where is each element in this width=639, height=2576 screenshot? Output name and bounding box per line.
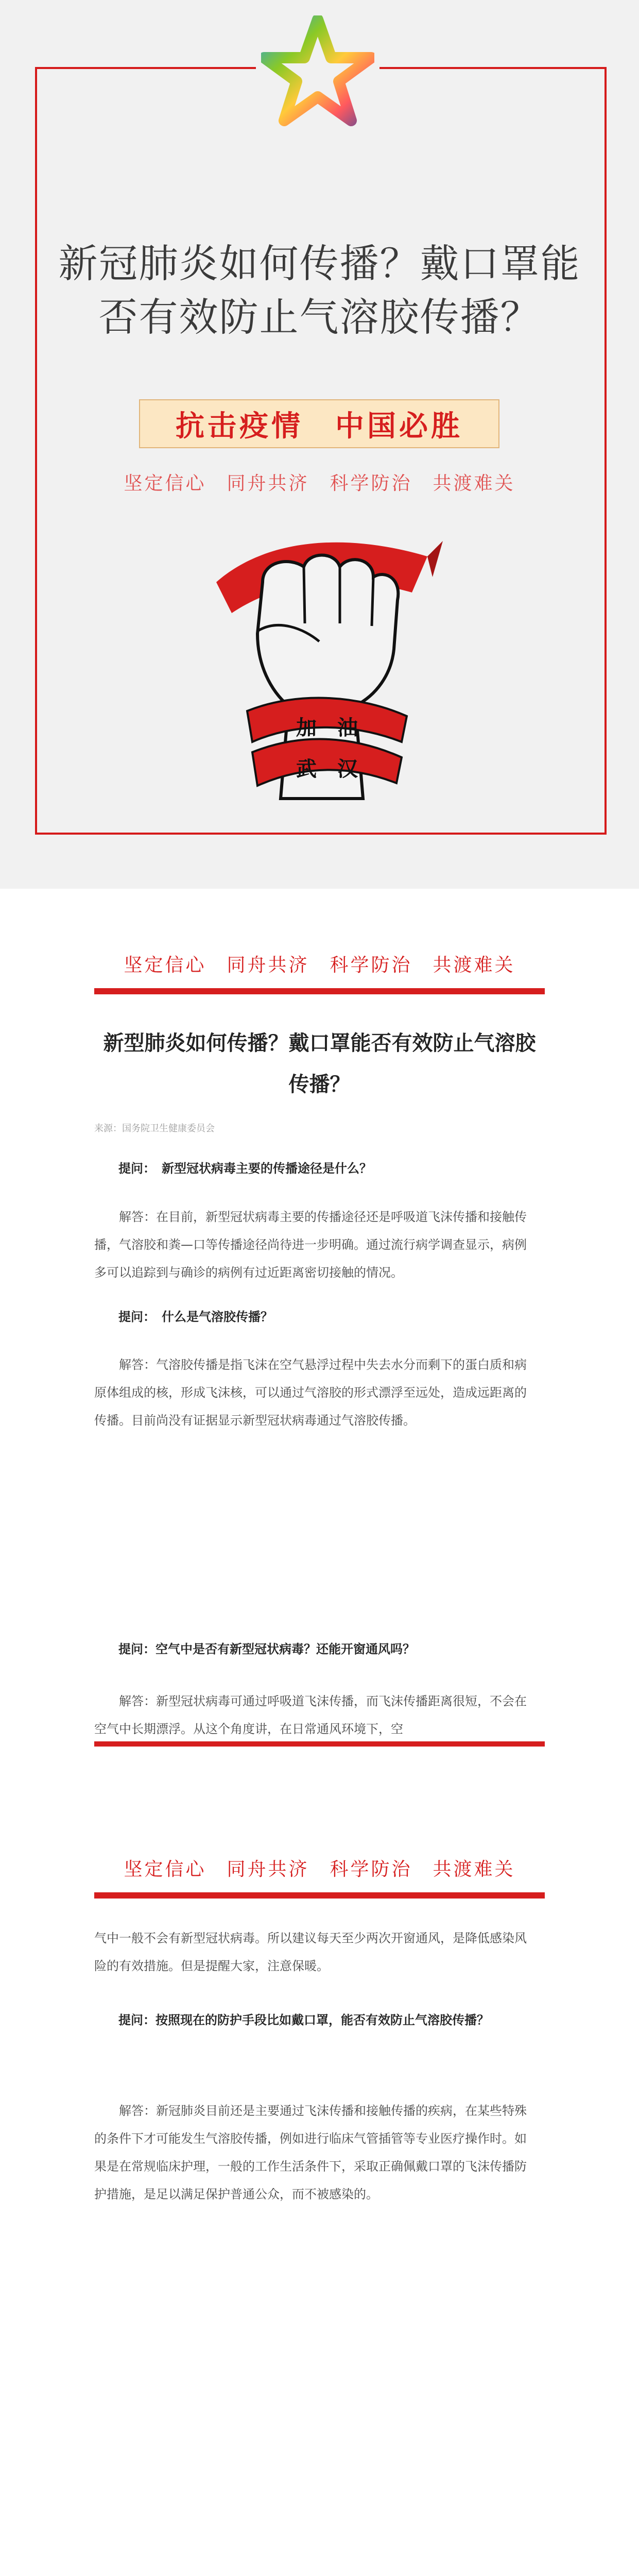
rainbow-star-icon: [256, 10, 379, 134]
section1-top-bar: [94, 988, 545, 994]
section2-slogan: 坚定信心 同舟共济 科学防治 共渡难关: [124, 1859, 515, 1880]
cover-banner: [139, 399, 499, 448]
cover: [0, 0, 639, 889]
section1-bottom-bar: [94, 1741, 545, 1747]
section1-slogan: 坚定信心 同舟共济 科学防治 共渡难关: [124, 955, 515, 976]
cover-title: 新冠肺炎如何传播？戴口罩能否有效防止气溶胶传播？: [58, 241, 581, 340]
answer-4: 解答：新冠肺炎目前还是主要通过飞沫传播和接触传播的疾病，在某些特殊的条件下才可能发生气溶胶传播，例如进行临床气管插管等专业医疗操作时。如果是在常规临床护理，一般的工作生活条件下，采取正确佩戴口罩的飞沫传播防护措施，是足以满足保护普通公众，而不被感染的。: [94, 2104, 527, 2201]
cover-slogan: 坚定信心 同舟共济 科学防治 共渡难关: [124, 473, 515, 494]
answer-2: 解答：气溶胶传播是指飞沫在空气悬浮过程中失去水分而剩下的蛋白质和病原体组成的核，形成飞沫核，可以通过气溶胶的形式漂浮至远处，造成远距离的传播。目前尚没有证据显示新型冠状病毒通过气溶胶传播。: [94, 1358, 527, 1428]
answer-3-continued: 气中一般不会有新型冠状病毒。所以建议每天至少两次开窗通风，是降低感染风险的有效措施。但是提醒大家，注意保暖。: [94, 1931, 527, 1973]
question-1: 提问： 新型冠状病毒主要的传播途径是什么？: [118, 1161, 372, 1176]
question-3: 提问：空气中是否有新型冠状病毒？还能开窗通风吗？: [118, 1642, 415, 1656]
question-2: 提问： 什么是气溶胶传播？: [118, 1310, 273, 1324]
fist-illustration: [185, 510, 453, 809]
article-title: 新型肺炎如何传播？戴口罩能否有效防止气溶胶传播？: [103, 1031, 536, 1096]
banner-text: 抗击疫情 中国必胜: [176, 409, 463, 443]
question-4: 提问：按照现在的防护手段比如戴口罩，能否有效防止气溶胶传播？: [118, 2013, 489, 2027]
fist-text-1: 加 油: [296, 716, 358, 740]
article-source: 来源：国务院卫生健康委员会: [94, 1123, 215, 1134]
answer-3: 解答：新型冠状病毒可通过呼吸道飞沫传播，而飞沫传播距离很短，不会在空气中长期漂浮。从这个角度讲，在日常通风环境下，空: [94, 1694, 527, 1736]
section2-top-bar: [94, 1892, 545, 1899]
answer-1: 解答：在目前，新型冠状病毒主要的传播途径还是呼吸道飞沫传播和接触传播，气溶胶和粪—口等传播途径尚待进一步明确。通过流行病学调查显示，病例多可以追踪到与确诊的病例有过近距离密切接触的情况。: [94, 1210, 527, 1280]
fist-text-2: 武 汉: [296, 757, 358, 781]
